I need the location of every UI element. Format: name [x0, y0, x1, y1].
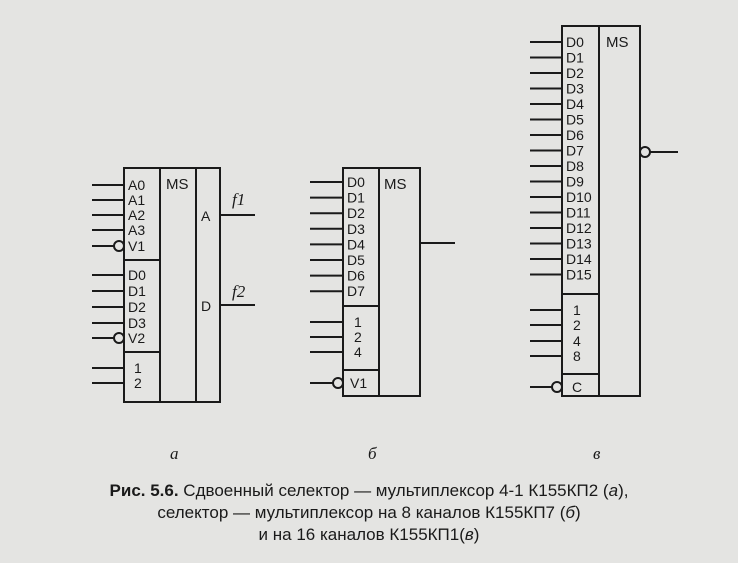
chip-a-select-label-1: 1 [134, 360, 142, 376]
chip-b-pin-label-d3: D3 [347, 220, 365, 237]
chip-c-pin-label-d12: D12 [566, 220, 592, 236]
chip-a-inverter-bubble-v2 [114, 333, 124, 343]
chip-c-pin-label-c: C [572, 379, 583, 395]
chip-c-pin-label-d10: D10 [566, 189, 592, 205]
chip-c-pin-label-d11: D11 [566, 204, 591, 221]
caption-line-1: Рис. 5.6. Сдвоенный селектор — мультиплексор 4-1 К155КП2 (а), [109, 481, 629, 500]
chip-b-select-label-2: 2 [354, 329, 362, 345]
chip-a-pin-label-v2: V2 [128, 330, 146, 346]
chip-b-pin-label-d0: D0 [347, 174, 365, 190]
chip-b-pin-label-d5: D5 [347, 252, 365, 268]
chip-b-pin-label-d1: D1 [347, 189, 365, 206]
chip-c-select-label-8: 8 [573, 348, 581, 364]
chip-b-pin-label-d6: D6 [347, 267, 365, 284]
chip-c-pin-label-d5: D5 [566, 111, 584, 128]
chip-b-k155kp7 [310, 168, 455, 396]
chip-a-pin-label-d2: D2 [128, 299, 146, 315]
chip-a-inverter-bubble-v1 [114, 241, 124, 251]
chip-c-select-label-4: 4 [573, 333, 581, 349]
chip-c-select-label-2: 2 [573, 317, 581, 333]
caption-figure-number: Рис. 5.6. [109, 481, 179, 500]
chip-b-title: MS [384, 176, 407, 193]
chip-b-inverter-bubble-v1 [333, 378, 343, 388]
chip-c-output-inverter-bubble [640, 147, 650, 157]
chip-c-pin-label-d6: D6 [566, 127, 584, 143]
chip-a-signal-f1: f1 [232, 190, 246, 209]
chip-a-pin-label-d3: D3 [128, 315, 146, 331]
chip-c-pin-label-d0: D0 [566, 34, 584, 50]
chip-a-pin-label-a3: A3 [128, 222, 146, 238]
sub-label-b: б [368, 444, 377, 463]
chip-c-select-label-1: 1 [573, 302, 581, 318]
chip-a-title: MS [166, 176, 189, 193]
chip-a-output-label-a: A [201, 208, 211, 224]
chip-c-pin-label-d3: D3 [566, 80, 584, 97]
chip-a-signal-f2: f2 [232, 282, 246, 301]
chip-c-pin-label-d8: D8 [566, 158, 584, 174]
chip-a-pin-label-a2: A2 [128, 207, 146, 223]
chip-a-pin-label-d1: D1 [128, 283, 146, 299]
chip-c-pin-label-d15: D15 [566, 266, 592, 283]
chip-a-pin-label-a1: A1 [128, 192, 146, 208]
caption-line-3: и на 16 каналов К155КП1(в) [258, 525, 480, 544]
chip-c-pin-label-d4: D4 [566, 96, 584, 112]
sub-label-a: а [170, 444, 179, 463]
chip-b-pin-label-v1: V1 [350, 375, 368, 391]
chip-a-output-label-d: D [201, 298, 212, 314]
chip-b-pin-label-d2: D2 [347, 205, 365, 222]
chip-b-pin-label-d4: D4 [347, 236, 365, 253]
chip-a-pin-label-a0: A0 [128, 177, 146, 193]
chip-a-pin-label-v1: V1 [128, 238, 146, 254]
chip-b-pin-label-d7: D7 [347, 283, 365, 300]
figure-caption [0, 480, 738, 546]
chip-c-pin-label-d7: D7 [566, 142, 584, 159]
chip-c-inverter-bubble-c [552, 382, 562, 392]
chip-c-pin-label-d14: D14 [566, 251, 592, 267]
chip-a-select-label-2: 2 [134, 375, 142, 391]
chip-b-select-label-1: 1 [354, 314, 362, 330]
chip-b-select-label-4: 4 [354, 344, 362, 360]
sub-label-c: в [593, 444, 601, 463]
chip-c-pin-label-d13: D13 [566, 235, 592, 252]
caption-line-2: селектор — мультиплексор на 8 каналов К155КП7 (б) [157, 503, 581, 522]
chip-c-k155kp1 [530, 26, 678, 396]
chip-c-pin-label-d2: D2 [566, 65, 584, 81]
chip-c-title: MS [606, 34, 629, 51]
chip-a-pin-label-d0: D0 [128, 267, 146, 283]
chip-c-pin-label-d9: D9 [566, 173, 584, 190]
chip-a-k155kp2 [92, 168, 255, 402]
chip-c-pin-label-d1: D1 [566, 49, 584, 66]
